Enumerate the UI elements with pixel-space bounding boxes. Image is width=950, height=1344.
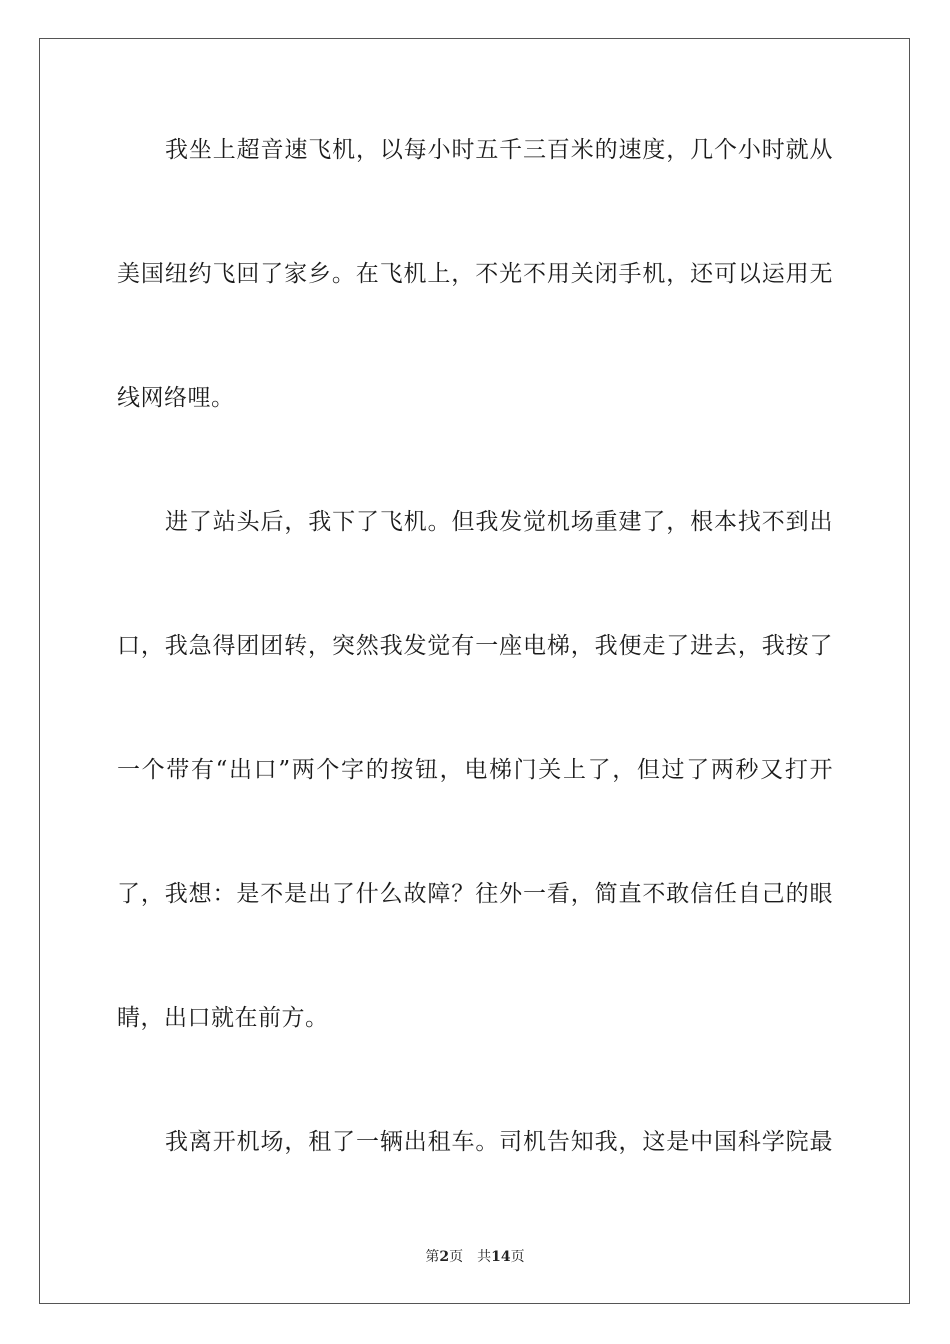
paragraph-1-line-3: 线网络哩。: [117, 385, 235, 411]
page-number-prefix: 第: [425, 1249, 440, 1265]
current-page-number: 2: [439, 1249, 450, 1265]
total-pages-suffix: 页: [510, 1249, 525, 1265]
paragraph-2-line-5: 睛，出口就在前方。: [117, 1005, 329, 1031]
total-pages-number: 14: [491, 1249, 511, 1265]
total-pages-prefix: 共: [477, 1249, 492, 1265]
page-frame: [39, 38, 910, 1304]
paragraph-1-line-2: 美国纽约飞回了家乡。在飞机上，不光不用关闭手机，还可以运用无: [117, 261, 833, 287]
paragraph-1-line-1: 我坐上超音速飞机，以每小时五千三百米的速度，几个小时就从: [165, 137, 833, 163]
paragraph-2-line-1: 进了站头后，我下了飞机。但我发觉机场重建了，根本找不到出: [165, 509, 833, 535]
paragraph-2-line-3: 一个带有“出口”两个字的按钮，电梯门关上了，但过了两秒又打开: [117, 757, 833, 783]
page-footer: [0, 1247, 950, 1267]
paragraph-3-line-1: 我离开机场，租了一辆出租车。司机告知我，这是中国科学院最: [165, 1129, 833, 1155]
paragraph-2-line-4: 了，我想：是不是出了什么故障？往外一看，简直不敢信任自己的眼: [117, 881, 833, 907]
page-number-suffix: 页: [449, 1249, 464, 1265]
paragraph-2-line-2: 口，我急得团团转，突然我发觉有一座电梯，我便走了进去，我按了: [117, 633, 833, 659]
